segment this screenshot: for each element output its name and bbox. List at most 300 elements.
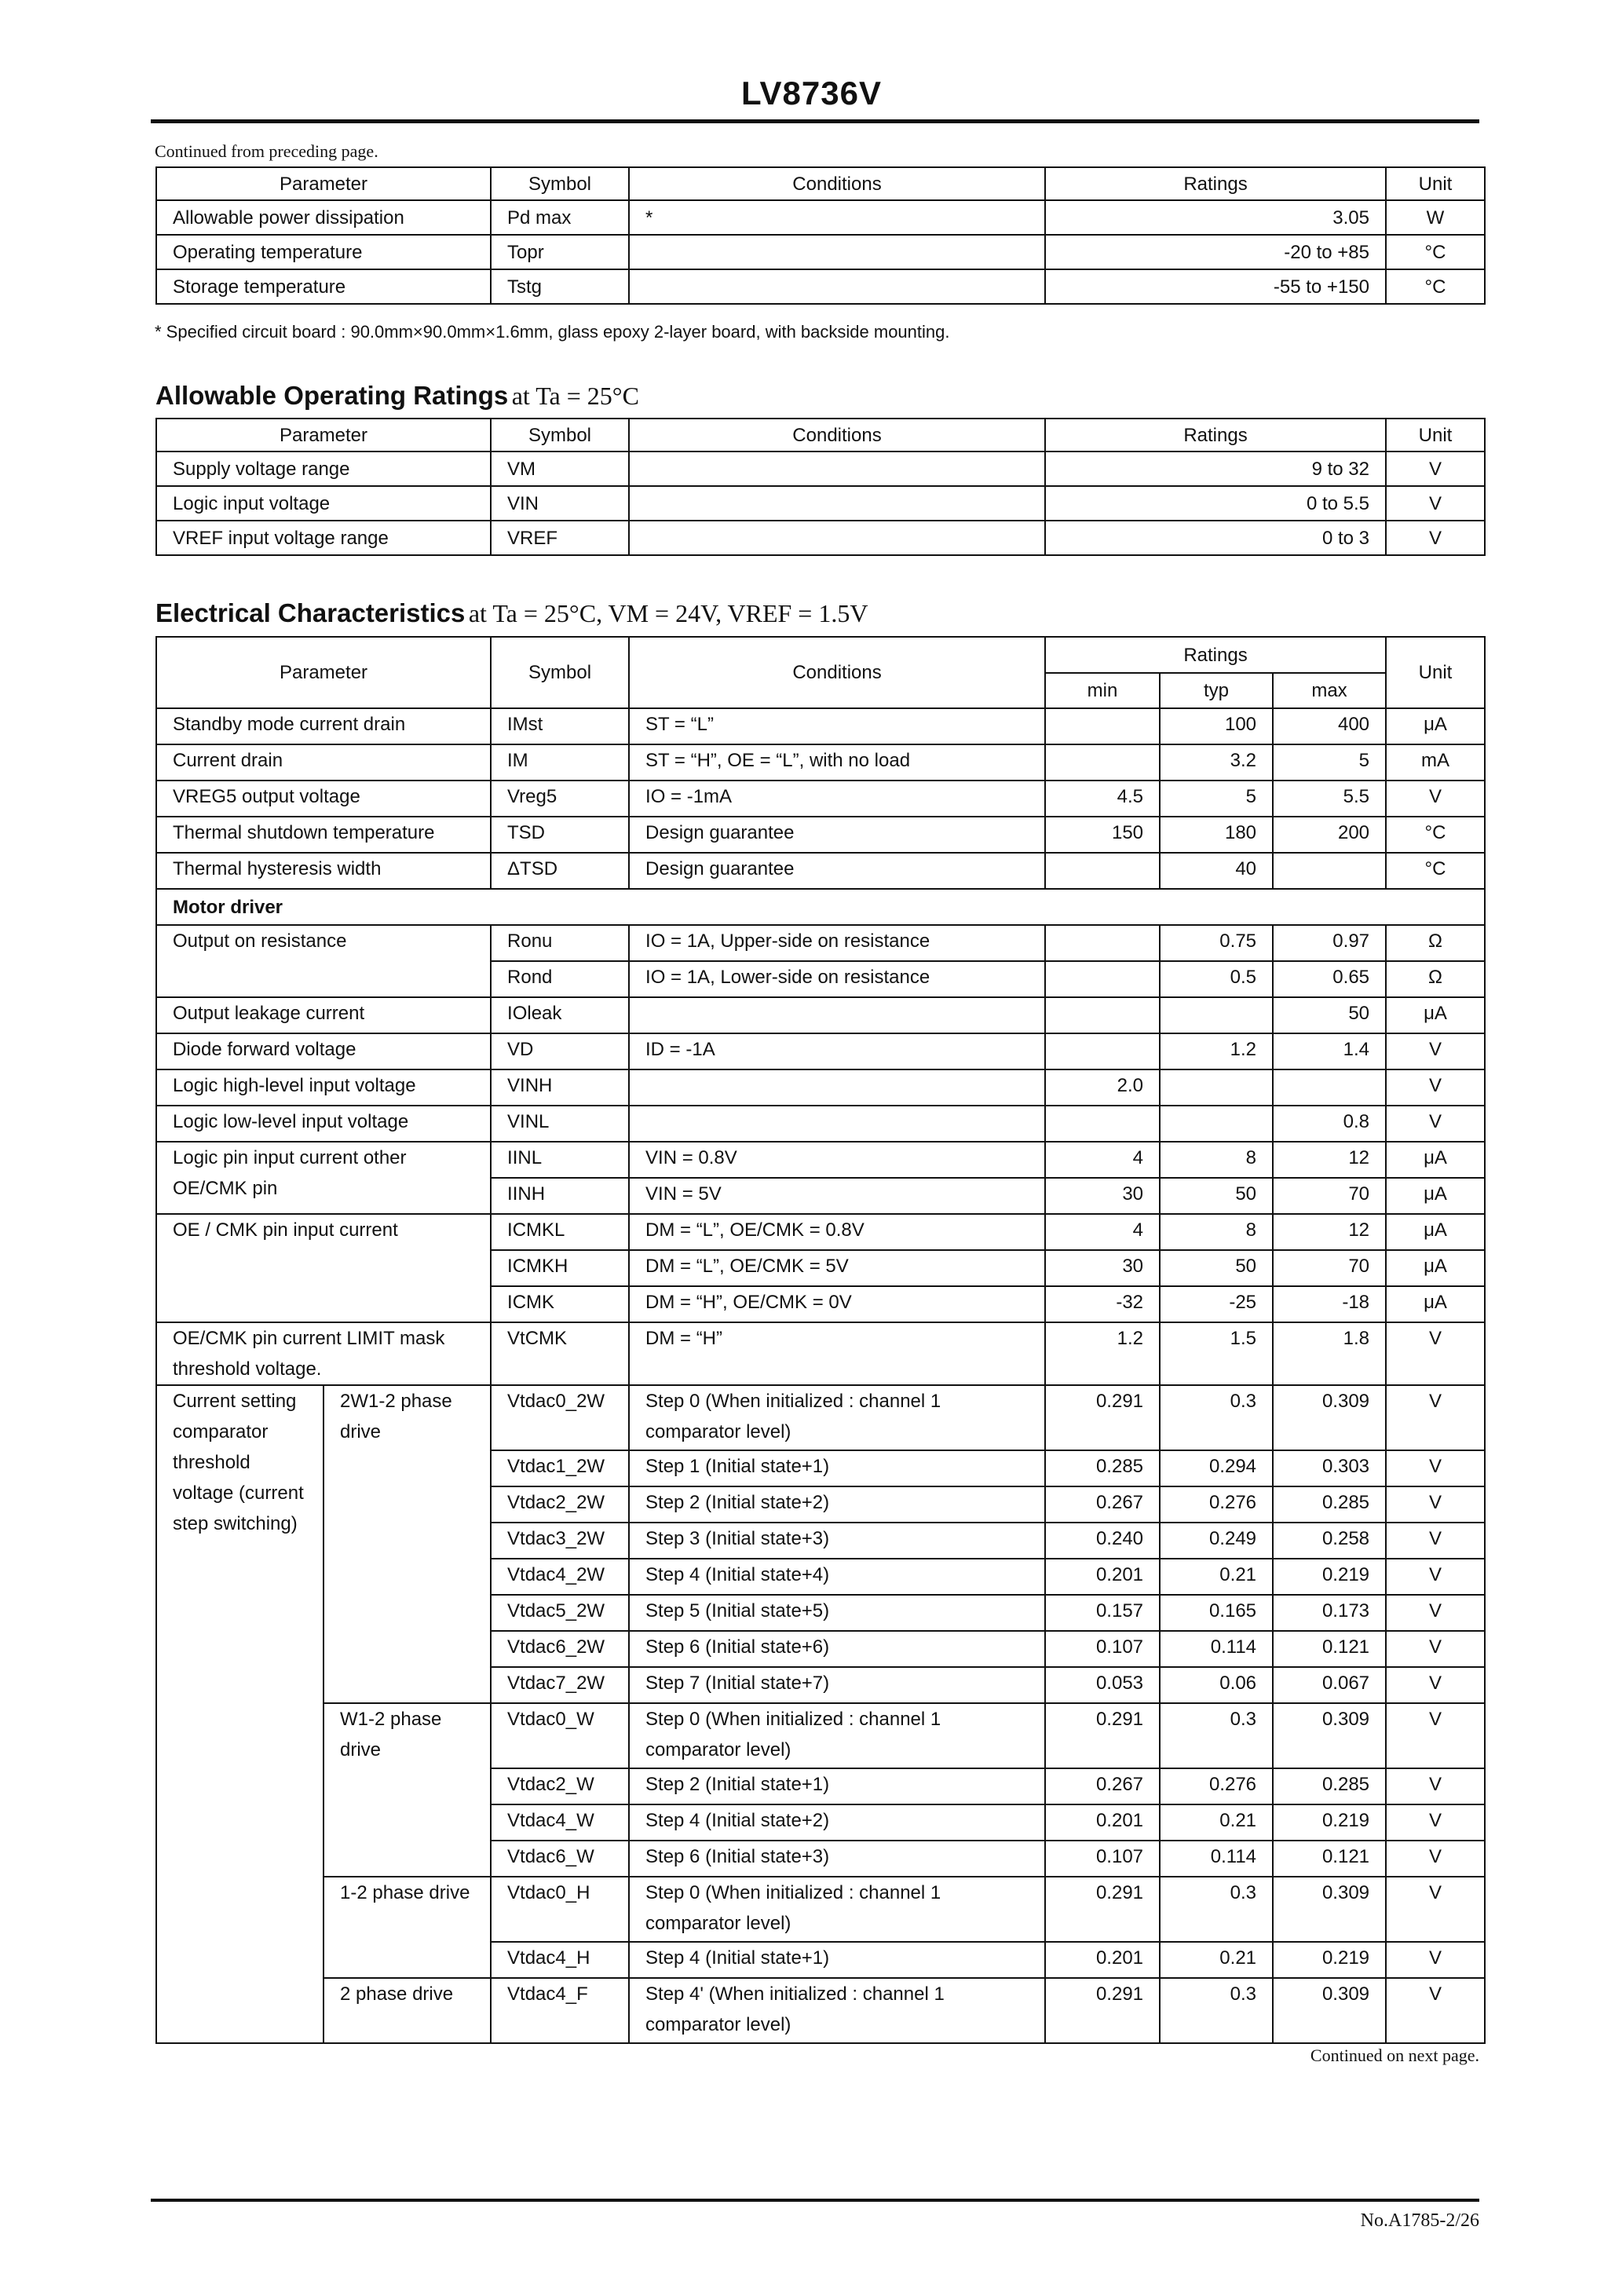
max-cell: 50 xyxy=(1273,997,1386,1033)
typ-cell: 0.249 xyxy=(1160,1523,1273,1559)
max-cell: 0.285 xyxy=(1273,1486,1386,1523)
table-row xyxy=(156,1142,1485,1178)
unit-cell: μA xyxy=(1386,1142,1485,1178)
max-cell: 0.65 xyxy=(1273,961,1386,997)
typ-cell: 0.06 xyxy=(1160,1667,1273,1703)
unit-cell: V xyxy=(1386,1841,1485,1877)
conditions-cell: DM = “H” xyxy=(629,1322,1045,1385)
typ-cell: 0.3 xyxy=(1160,1877,1273,1942)
table-row xyxy=(156,781,1485,817)
parameter-cell: Output leakage current xyxy=(156,997,491,1033)
unit-cell: μA xyxy=(1386,1250,1485,1286)
symbol-cell xyxy=(491,1214,629,1250)
symbol-cell xyxy=(491,1286,629,1322)
condition-subscript: O xyxy=(650,967,666,988)
symbol-cell: Tstg xyxy=(491,269,629,304)
conditions-cell xyxy=(629,1106,1045,1142)
conditions-cell xyxy=(629,235,1045,269)
parameter-cell: OE/CMK pin current LIMIT mask threshold voltage. xyxy=(156,1322,491,1385)
typ-cell: 0.114 xyxy=(1160,1631,1273,1667)
typ-cell: 0.21 xyxy=(1160,1942,1273,1978)
table-row xyxy=(156,889,1485,925)
parameter-cell: Storage temperature xyxy=(156,269,491,304)
min-cell: 0.157 xyxy=(1045,1595,1160,1631)
parameter-cell: Standby mode current drain xyxy=(156,708,491,744)
conditions-cell: Step 5 (Initial state+5) xyxy=(629,1595,1045,1631)
table-row xyxy=(156,997,1485,1033)
conditions-cell xyxy=(629,269,1045,304)
symbol-cell xyxy=(491,1142,629,1178)
unit-cell: V xyxy=(1386,1595,1485,1631)
conditions-cell xyxy=(629,961,1045,997)
max-cell: 0.173 xyxy=(1273,1595,1386,1631)
conditions-cell: * xyxy=(629,200,1045,235)
max-cell: 12 xyxy=(1273,1214,1386,1250)
header-row xyxy=(156,167,1485,200)
symbol-subscript: CMK xyxy=(525,1328,568,1349)
symbol-subscript: CMK xyxy=(512,1292,555,1313)
max-cell: 0.303 xyxy=(1273,1450,1386,1486)
symbol-main: VREF xyxy=(507,527,558,549)
unit-cell: V xyxy=(1386,1486,1485,1523)
unit-cell: V xyxy=(1386,1631,1485,1667)
table-row xyxy=(156,486,1485,521)
column-header: Unit xyxy=(1386,419,1485,452)
max-cell: 0.309 xyxy=(1273,1978,1386,2043)
table-row xyxy=(156,1069,1485,1106)
conditions-cell: Step 0 (When initialized : channel 1 comparator level) xyxy=(629,1877,1045,1942)
max-cell: 0.309 xyxy=(1273,1877,1386,1942)
condition-suffix: = 1A, Upper-side on resistance xyxy=(665,930,930,952)
typ-cell: 0.114 xyxy=(1160,1841,1273,1877)
min-cell: 0.201 xyxy=(1045,1559,1160,1595)
table-row xyxy=(156,708,1485,744)
min-cell: 0.240 xyxy=(1045,1523,1160,1559)
max-cell xyxy=(1273,1069,1386,1106)
min-cell: 0.267 xyxy=(1045,1486,1160,1523)
parameter-cell: OE / CMK pin input current xyxy=(156,1214,491,1322)
unit-cell: μA xyxy=(1386,997,1485,1033)
section-condition: at Ta = 25°C xyxy=(511,382,639,410)
symbol-main: Vt xyxy=(507,1328,525,1349)
symbol-suffix: L xyxy=(531,1147,543,1168)
ratings-cell: 0 to 5.5 xyxy=(1045,486,1386,521)
max-cell: 0.121 xyxy=(1273,1631,1386,1667)
header-row xyxy=(156,419,1485,452)
typ-cell: 0.3 xyxy=(1160,1703,1273,1768)
symbol-subscript: CMK xyxy=(512,1256,555,1277)
condition-main: I xyxy=(645,930,651,952)
column-header: Conditions xyxy=(629,167,1045,200)
symbol-main: V xyxy=(507,1111,521,1132)
absolute-max-table xyxy=(155,166,1486,305)
conditions-cell xyxy=(629,1178,1045,1214)
unit-cell: V xyxy=(1386,1033,1485,1069)
unit-cell: V xyxy=(1386,1703,1485,1768)
symbol-suffix: H xyxy=(539,1075,553,1096)
ratings-cell: 3.05 xyxy=(1045,200,1386,235)
table-row xyxy=(156,200,1485,235)
typ-cell: 5 xyxy=(1160,781,1273,817)
conditions-cell xyxy=(629,925,1045,961)
unit-cell: V xyxy=(1386,1559,1485,1595)
symbol-subscript: IN xyxy=(520,1075,539,1096)
table-row xyxy=(156,744,1485,781)
parameter-cell: Logic high-level input voltage xyxy=(156,1069,491,1106)
table-row xyxy=(156,235,1485,269)
max-cell: 0.219 xyxy=(1273,1804,1386,1841)
page-number: No.A1785-2/26 xyxy=(1360,2210,1479,2231)
continued-from-note: Continued from preceding page. xyxy=(155,141,378,161)
typ-cell: 50 xyxy=(1160,1250,1273,1286)
max-cell: 0.8 xyxy=(1273,1106,1386,1142)
unit-cell: V xyxy=(1386,1385,1485,1450)
min-cell: 1.2 xyxy=(1045,1322,1160,1385)
unit-cell: °C xyxy=(1386,853,1485,889)
symbol-main: I xyxy=(507,1256,513,1277)
table-row xyxy=(156,269,1485,304)
parameter-cell: Diode forward voltage xyxy=(156,1033,491,1069)
typ-cell: 40 xyxy=(1160,853,1273,889)
symbol-cell: Vtdac3_2W xyxy=(491,1523,629,1559)
min-cell: 4 xyxy=(1045,1214,1160,1250)
table-row xyxy=(156,1214,1485,1250)
condition-suffix: = 1A, Lower-side on resistance xyxy=(665,967,930,988)
typ-cell: 0.75 xyxy=(1160,925,1273,961)
min-cell: 30 xyxy=(1045,1250,1160,1286)
table-row xyxy=(156,521,1485,555)
unit-cell: V xyxy=(1386,1768,1485,1804)
drive-mode-cell: 2W1-2 phase drive xyxy=(324,1385,491,1703)
min-cell: 0.267 xyxy=(1045,1768,1160,1804)
conditions-cell: DM = “H”, OE/CMK = 0V xyxy=(629,1286,1045,1322)
conditions-cell: Step 2 (Initial state+2) xyxy=(629,1486,1045,1523)
typ-cell: -25 xyxy=(1160,1286,1273,1322)
condition-subscript: O xyxy=(650,786,666,807)
typ-cell xyxy=(1160,997,1273,1033)
parameter-cell: VREF input voltage range xyxy=(156,521,491,555)
min-cell xyxy=(1045,1033,1160,1069)
section-title: Allowable Operating Ratings xyxy=(155,381,509,410)
unit-cell: μA xyxy=(1386,1178,1485,1214)
max-cell: 0.285 xyxy=(1273,1768,1386,1804)
min-cell xyxy=(1045,708,1160,744)
min-cell: 0.201 xyxy=(1045,1804,1160,1841)
min-cell xyxy=(1045,997,1160,1033)
symbol-main: V xyxy=(507,492,521,514)
parameter-cell: Thermal shutdown temperature xyxy=(156,817,491,853)
section-title: Electrical Characteristics xyxy=(155,598,466,627)
symbol-cell: Vtdac0_W xyxy=(491,1703,629,1768)
min-cell: 150 xyxy=(1045,817,1160,853)
conditions-cell: Step 4 (Initial state+1) xyxy=(629,1942,1045,1978)
parameter-cell: Logic low-level input voltage xyxy=(156,1106,491,1142)
max-cell: 0.121 xyxy=(1273,1841,1386,1877)
symbol-cell: Vtdac0_H xyxy=(491,1877,629,1942)
symbol-subscript: IN xyxy=(512,1147,532,1168)
typ-cell: 3.2 xyxy=(1160,744,1273,781)
conditions-cell: Step 3 (Initial state+3) xyxy=(629,1523,1045,1559)
typ-cell: 100 xyxy=(1160,708,1273,744)
symbol-cell: TSD xyxy=(491,817,629,853)
symbol-main: I xyxy=(507,1183,513,1205)
max-cell: 70 xyxy=(1273,1178,1386,1214)
typ-cell: 0.5 xyxy=(1160,961,1273,997)
conditions-cell: Step 0 (When initialized : channel 1 comparator level) xyxy=(629,1385,1045,1450)
column-header-unit: Unit xyxy=(1386,637,1485,708)
symbol-subscript: IN xyxy=(520,1111,539,1132)
max-cell: 400 xyxy=(1273,708,1386,744)
ratings-cell: 9 to 32 xyxy=(1045,452,1386,486)
parameter-cell: VREG5 output voltage xyxy=(156,781,491,817)
unit-cell: V xyxy=(1386,486,1485,521)
symbol-suffix: L xyxy=(554,1219,565,1241)
column-header-symbol: Symbol xyxy=(491,637,629,708)
symbol-cell xyxy=(491,1106,629,1142)
unit-cell: V xyxy=(1386,1450,1485,1486)
parameter-cell: Supply voltage range xyxy=(156,452,491,486)
max-cell: 70 xyxy=(1273,1250,1386,1286)
min-cell: 0.107 xyxy=(1045,1631,1160,1667)
symbol-cell xyxy=(491,486,629,521)
max-cell: 1.4 xyxy=(1273,1033,1386,1069)
min-cell: 0.285 xyxy=(1045,1450,1160,1486)
typ-cell xyxy=(1160,1069,1273,1106)
condition-main: I xyxy=(645,967,651,988)
min-cell xyxy=(1045,853,1160,889)
unit-cell: μA xyxy=(1386,1286,1485,1322)
column-header-max: max xyxy=(1273,673,1386,708)
symbol-cell: Vtdac4_2W xyxy=(491,1559,629,1595)
unit-cell: V xyxy=(1386,1942,1485,1978)
symbol-cell xyxy=(491,1178,629,1214)
symbol-cell: VD xyxy=(491,1033,629,1069)
unit-cell: Ω xyxy=(1386,925,1485,961)
table-row xyxy=(156,1385,1485,1450)
symbol-suffix: H xyxy=(531,1183,546,1205)
min-cell: 0.291 xyxy=(1045,1978,1160,2043)
conditions-cell: DM = “L”, OE/CMK = 5V xyxy=(629,1250,1045,1286)
typ-cell: 8 xyxy=(1160,1142,1273,1178)
symbol-main: V xyxy=(507,1075,521,1096)
column-header: Ratings xyxy=(1045,167,1386,200)
max-cell: 0.97 xyxy=(1273,925,1386,961)
symbol-cell: Vtdac4_H xyxy=(491,1942,629,1978)
min-cell: 2.0 xyxy=(1045,1069,1160,1106)
condition-suffix: = 0.8V xyxy=(677,1147,737,1168)
min-cell: 0.291 xyxy=(1045,1385,1160,1450)
column-header: Parameter xyxy=(156,167,491,200)
condition-suffix: = -1mA xyxy=(665,786,733,807)
table-row xyxy=(156,1978,1485,2043)
max-cell: 12 xyxy=(1273,1142,1386,1178)
table-row xyxy=(156,1106,1485,1142)
symbol-cell: Topr xyxy=(491,235,629,269)
typ-cell: 0.276 xyxy=(1160,1768,1273,1804)
table-row xyxy=(156,1322,1485,1385)
typ-cell: 0.21 xyxy=(1160,1559,1273,1595)
drive-mode-cell: W1-2 phase drive xyxy=(324,1703,491,1877)
unit-cell: Ω xyxy=(1386,961,1485,997)
condition-subscript: IN xyxy=(658,1183,678,1205)
max-cell: 200 xyxy=(1273,817,1386,853)
conditions-cell: DM = “L”, OE/CMK = 0.8V xyxy=(629,1214,1045,1250)
conditions-cell: Step 4 (Initial state+2) xyxy=(629,1804,1045,1841)
typ-cell: 0.294 xyxy=(1160,1450,1273,1486)
column-header: Symbol xyxy=(491,167,629,200)
parameter-cell: Output on resistance xyxy=(156,925,491,997)
conditions-cell xyxy=(629,1069,1045,1106)
conditions-cell xyxy=(629,452,1045,486)
symbol-cell xyxy=(491,452,629,486)
symbol-main: VM xyxy=(507,458,536,480)
symbol-cell: ΔTSD xyxy=(491,853,629,889)
parameter-cell: Allowable power dissipation xyxy=(156,200,491,235)
conditions-cell xyxy=(629,997,1045,1033)
section-condition: at Ta = 25°C, VM = 24V, VREF = 1.5V xyxy=(468,599,868,627)
document-title: LV8736V xyxy=(741,75,882,112)
condition-subscript: O xyxy=(650,930,666,952)
table-row xyxy=(156,452,1485,486)
unit-cell: °C xyxy=(1386,269,1485,304)
unit-cell: V xyxy=(1386,1978,1485,2043)
drive-mode-cell: 2 phase drive xyxy=(324,1978,491,2043)
unit-cell: V xyxy=(1386,1106,1485,1142)
symbol-cell: Ronu xyxy=(491,925,629,961)
symbol-cell xyxy=(491,1250,629,1286)
min-cell: 0.291 xyxy=(1045,1877,1160,1942)
typ-cell: 0.3 xyxy=(1160,1978,1273,2043)
typ-cell: 0.21 xyxy=(1160,1804,1273,1841)
ratings-cell: -55 to +150 xyxy=(1045,269,1386,304)
symbol-cell: IMst xyxy=(491,708,629,744)
drive-mode-cell: 1-2 phase drive xyxy=(324,1877,491,1978)
typ-cell: 50 xyxy=(1160,1178,1273,1214)
unit-cell: V xyxy=(1386,452,1485,486)
unit-cell: °C xyxy=(1386,235,1485,269)
min-cell: 30 xyxy=(1045,1178,1160,1214)
conditions-cell xyxy=(629,1142,1045,1178)
column-header: Conditions xyxy=(629,419,1045,452)
symbol-cell xyxy=(491,997,629,1033)
column-header-parameter: Parameter xyxy=(156,637,491,708)
symbol-cell xyxy=(491,1322,629,1385)
column-header: Unit xyxy=(1386,167,1485,200)
column-header-ratings: Ratings xyxy=(1045,637,1386,673)
ratings-cell: -20 to +85 xyxy=(1045,235,1386,269)
max-cell: 0.309 xyxy=(1273,1385,1386,1450)
symbol-suffix: H xyxy=(554,1256,568,1277)
table-row xyxy=(156,925,1485,961)
max-cell: 0.067 xyxy=(1273,1667,1386,1703)
column-header-min: min xyxy=(1045,673,1160,708)
max-cell: 5 xyxy=(1273,744,1386,781)
symbol-main: I xyxy=(507,1219,513,1241)
min-cell xyxy=(1045,744,1160,781)
unit-cell: V xyxy=(1386,521,1485,555)
condition-suffix: = 5V xyxy=(677,1183,722,1205)
min-cell: 0.291 xyxy=(1045,1703,1160,1768)
conditions-cell: Step 4 (Initial state+4) xyxy=(629,1559,1045,1595)
column-header-conditions: Conditions xyxy=(629,637,1045,708)
min-cell: 0.107 xyxy=(1045,1841,1160,1877)
symbol-cell: Vtdac4_W xyxy=(491,1804,629,1841)
min-cell xyxy=(1045,925,1160,961)
column-header: Parameter xyxy=(156,419,491,452)
symbol-cell: Vtdac7_2W xyxy=(491,1667,629,1703)
min-cell xyxy=(1045,1106,1160,1142)
conditions-cell: Design guarantee xyxy=(629,853,1045,889)
symbol-main: I xyxy=(507,1147,513,1168)
conditions-cell: ST = “H”, OE = “L”, with no load xyxy=(629,744,1045,781)
min-cell: -32 xyxy=(1045,1286,1160,1322)
conditions-cell: Step 1 (Initial state+1) xyxy=(629,1450,1045,1486)
unit-cell: °C xyxy=(1386,817,1485,853)
ratings-cell: 0 to 3 xyxy=(1045,521,1386,555)
unit-cell: μA xyxy=(1386,1214,1485,1250)
parameter-cell: Thermal hysteresis width xyxy=(156,853,491,889)
section-label: Motor driver xyxy=(156,889,1485,925)
conditions-cell: Step 7 (Initial state+7) xyxy=(629,1667,1045,1703)
table-row xyxy=(156,1033,1485,1069)
max-cell: 5.5 xyxy=(1273,781,1386,817)
max-cell xyxy=(1273,853,1386,889)
conditions-cell: Step 0 (When initialized : channel 1 comparator level) xyxy=(629,1703,1045,1768)
conditions-cell: Step 6 (Initial state+6) xyxy=(629,1631,1045,1667)
symbol-cell: Vtdac4_F xyxy=(491,1978,629,2043)
typ-cell: 1.5 xyxy=(1160,1322,1273,1385)
max-cell: 0.309 xyxy=(1273,1703,1386,1768)
conditions-cell xyxy=(629,521,1045,555)
min-cell: 0.201 xyxy=(1045,1942,1160,1978)
symbol-cell: Pd max xyxy=(491,200,629,235)
footer-rule xyxy=(151,2199,1479,2202)
header-row xyxy=(156,637,1485,673)
typ-cell: 8 xyxy=(1160,1214,1273,1250)
unit-cell: V xyxy=(1386,1069,1485,1106)
max-cell: 0.219 xyxy=(1273,1942,1386,1978)
max-cell: 1.8 xyxy=(1273,1322,1386,1385)
operating-ratings-heading xyxy=(155,381,639,411)
max-cell: 0.219 xyxy=(1273,1559,1386,1595)
symbol-subscript: IN xyxy=(520,492,539,514)
symbol-subscript: O xyxy=(512,1003,528,1024)
unit-cell: V xyxy=(1386,1667,1485,1703)
electrical-table xyxy=(155,636,1486,2044)
unit-cell: V xyxy=(1386,1523,1485,1559)
max-cell: 0.258 xyxy=(1273,1523,1386,1559)
condition-main: V xyxy=(645,1147,659,1168)
operating-ratings-table xyxy=(155,418,1486,556)
symbol-suffix: L xyxy=(539,1111,550,1132)
continued-next-note: Continued on next page. xyxy=(1310,2046,1479,2065)
symbol-cell: Vtdac2_W xyxy=(491,1768,629,1804)
table-row xyxy=(156,1703,1485,1768)
typ-cell: 0.3 xyxy=(1160,1385,1273,1450)
symbol-cell: Vtdac6_W xyxy=(491,1841,629,1877)
conditions-cell: Design guarantee xyxy=(629,817,1045,853)
table-row xyxy=(156,817,1485,853)
conditions-cell: Step 6 (Initial state+3) xyxy=(629,1841,1045,1877)
symbol-cell: Vtdac6_2W xyxy=(491,1631,629,1667)
symbol-cell: Vreg5 xyxy=(491,781,629,817)
symbol-main: I xyxy=(507,1003,513,1024)
min-cell: 4 xyxy=(1045,1142,1160,1178)
symbol-suffix: leak xyxy=(527,1003,562,1024)
conditions-cell xyxy=(629,781,1045,817)
parameter-cell: Logic input voltage xyxy=(156,486,491,521)
symbol-cell: Vtdac5_2W xyxy=(491,1595,629,1631)
